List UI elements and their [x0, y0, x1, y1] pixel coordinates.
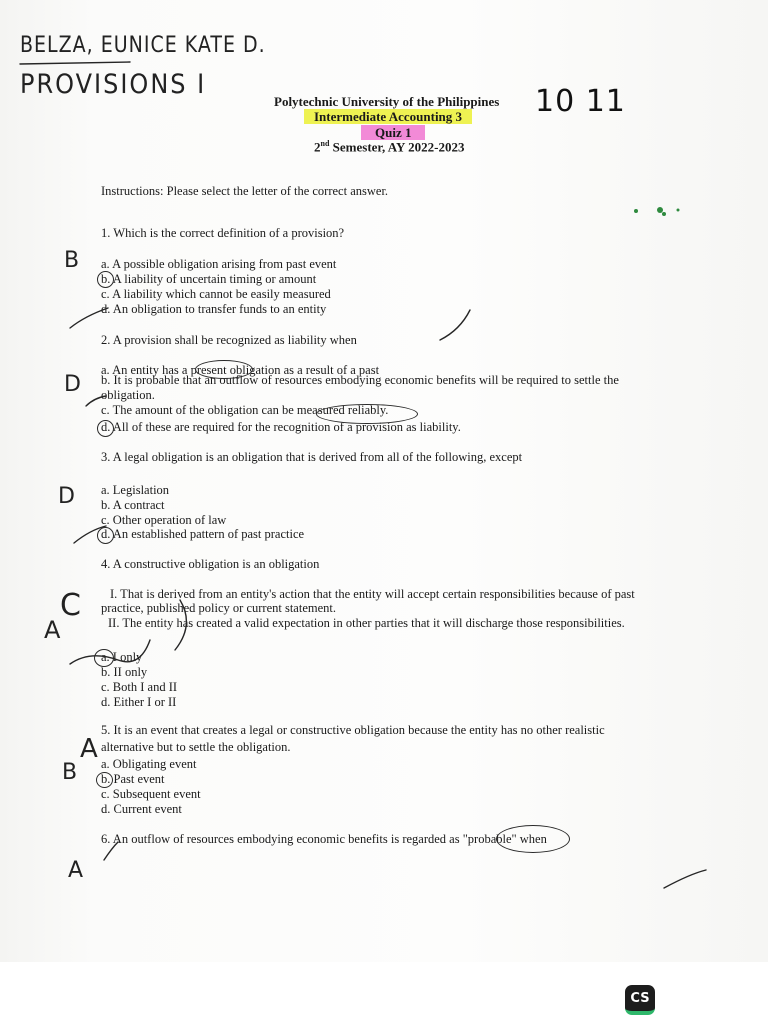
topic-title: PROVISIONS I [20, 68, 207, 100]
answer-mark-q5-alt: A [80, 734, 98, 764]
underline-name [20, 62, 130, 64]
q2-option-c: c. The amount of the obligation can be measured reliably. [101, 403, 389, 417]
question-4: 4. A constructive obligation is an obligation [101, 557, 320, 571]
margin-stroke-2 [440, 310, 470, 340]
q2-check-stroke [86, 396, 106, 406]
question-6: 6. An outflow of resources embodying economic benefits is regarded as "probable" when [101, 832, 547, 846]
green-stamp-marks [634, 207, 680, 216]
semester-text: Semester, AY 2022-2023 [329, 139, 465, 155]
q1-option-b: b. A liability of uncertain timing or amount [101, 272, 317, 286]
q4-option-a: a. I only [101, 650, 143, 664]
q1-option-c: c. A liability which cannot be easily measured [101, 287, 331, 301]
q3-option-a: a. Legislation [101, 483, 170, 497]
q2-option-b-cont: obligation. [101, 388, 155, 402]
q3-option-d: d. An established pattern of past practice [101, 527, 305, 541]
q5-option-d: d. Current event [101, 802, 182, 816]
q2-option-d: d. All of these are required for the recognition of a provision as liability. [101, 420, 461, 434]
q4-option-d: d. Either I or II [101, 695, 177, 709]
q4-option-b: b. II only [101, 665, 148, 679]
q1-option-a: a. A possible obligation arising from past event [101, 257, 337, 271]
q4-bracket-stroke [175, 600, 186, 650]
score-mark: 10 11 [535, 84, 626, 119]
answer-mark-q6: A [68, 858, 84, 883]
university-name: Polytechnic University of the Philippines [274, 94, 500, 109]
course-highlight: Intermediate Accounting 3 [304, 109, 472, 124]
semester-suffix: nd [320, 139, 330, 148]
answer-mark-q3: D [58, 484, 75, 509]
answer-mark-q4-alt: A [44, 616, 61, 644]
question-3: 3. A legal obligation is an obligation that is derived from all of the following, except [101, 450, 523, 464]
q5-option-a: a. Obligating event [101, 757, 197, 771]
q4-option-c: c. Both I and II [101, 680, 178, 694]
instructions: Instructions: Please select the letter of the correct answer. [101, 184, 389, 198]
question-2: 2. A provision shall be recognized as liability when [101, 333, 357, 347]
q4-check-stroke [70, 640, 150, 664]
q6-check-stroke [104, 842, 118, 860]
answer-mark-q1: B [64, 248, 80, 273]
answer-mark-q5: B [62, 760, 78, 785]
q5-option-b: b. Past event [101, 772, 165, 786]
camscanner-logo: CS [625, 985, 655, 1015]
q5-option-c: c. Subsequent event [101, 787, 201, 801]
q3-option-b: b. A contract [101, 498, 165, 512]
q4-statement-2: II. The entity has created a valid expectation in other parties that it will discharge those responsibilities. [108, 616, 625, 630]
answer-mark-q4: C [60, 588, 81, 623]
q4-statement-1: I. That is derived from an entity's action that the entity will accept certain responsibilities because of past [110, 587, 635, 601]
q4-statement-1-cont: practice, published policy or current statement. [101, 601, 336, 615]
q2-option-a: a. An entity has a present obligation as a result of a past [101, 363, 380, 377]
student-name: BELZA, EUNICE KATE D. [20, 32, 266, 58]
q2-option-b: b. It is probable that an outflow of resources embodying economic benefits will be required to settle the [101, 373, 619, 387]
quiz-highlight: Quiz 1 [361, 125, 425, 140]
semester-number: 2 [314, 139, 321, 155]
question-5: 5. It is an event that creates a legal or constructive obligation because the entity has no other realistic [101, 723, 605, 737]
q1-option-d: d. An obligation to transfer funds to an entity [101, 302, 327, 316]
q3-check-stroke [74, 526, 106, 543]
question-1: 1. Which is the correct definition of a provision? [101, 226, 345, 240]
q1-check-stroke [70, 308, 108, 328]
q3-option-c: c. Other operation of law [101, 513, 227, 527]
margin-stroke [664, 870, 706, 888]
answer-mark-q2: D [64, 372, 81, 397]
question-5-cont: alternative but to settle the obligation. [101, 740, 291, 754]
